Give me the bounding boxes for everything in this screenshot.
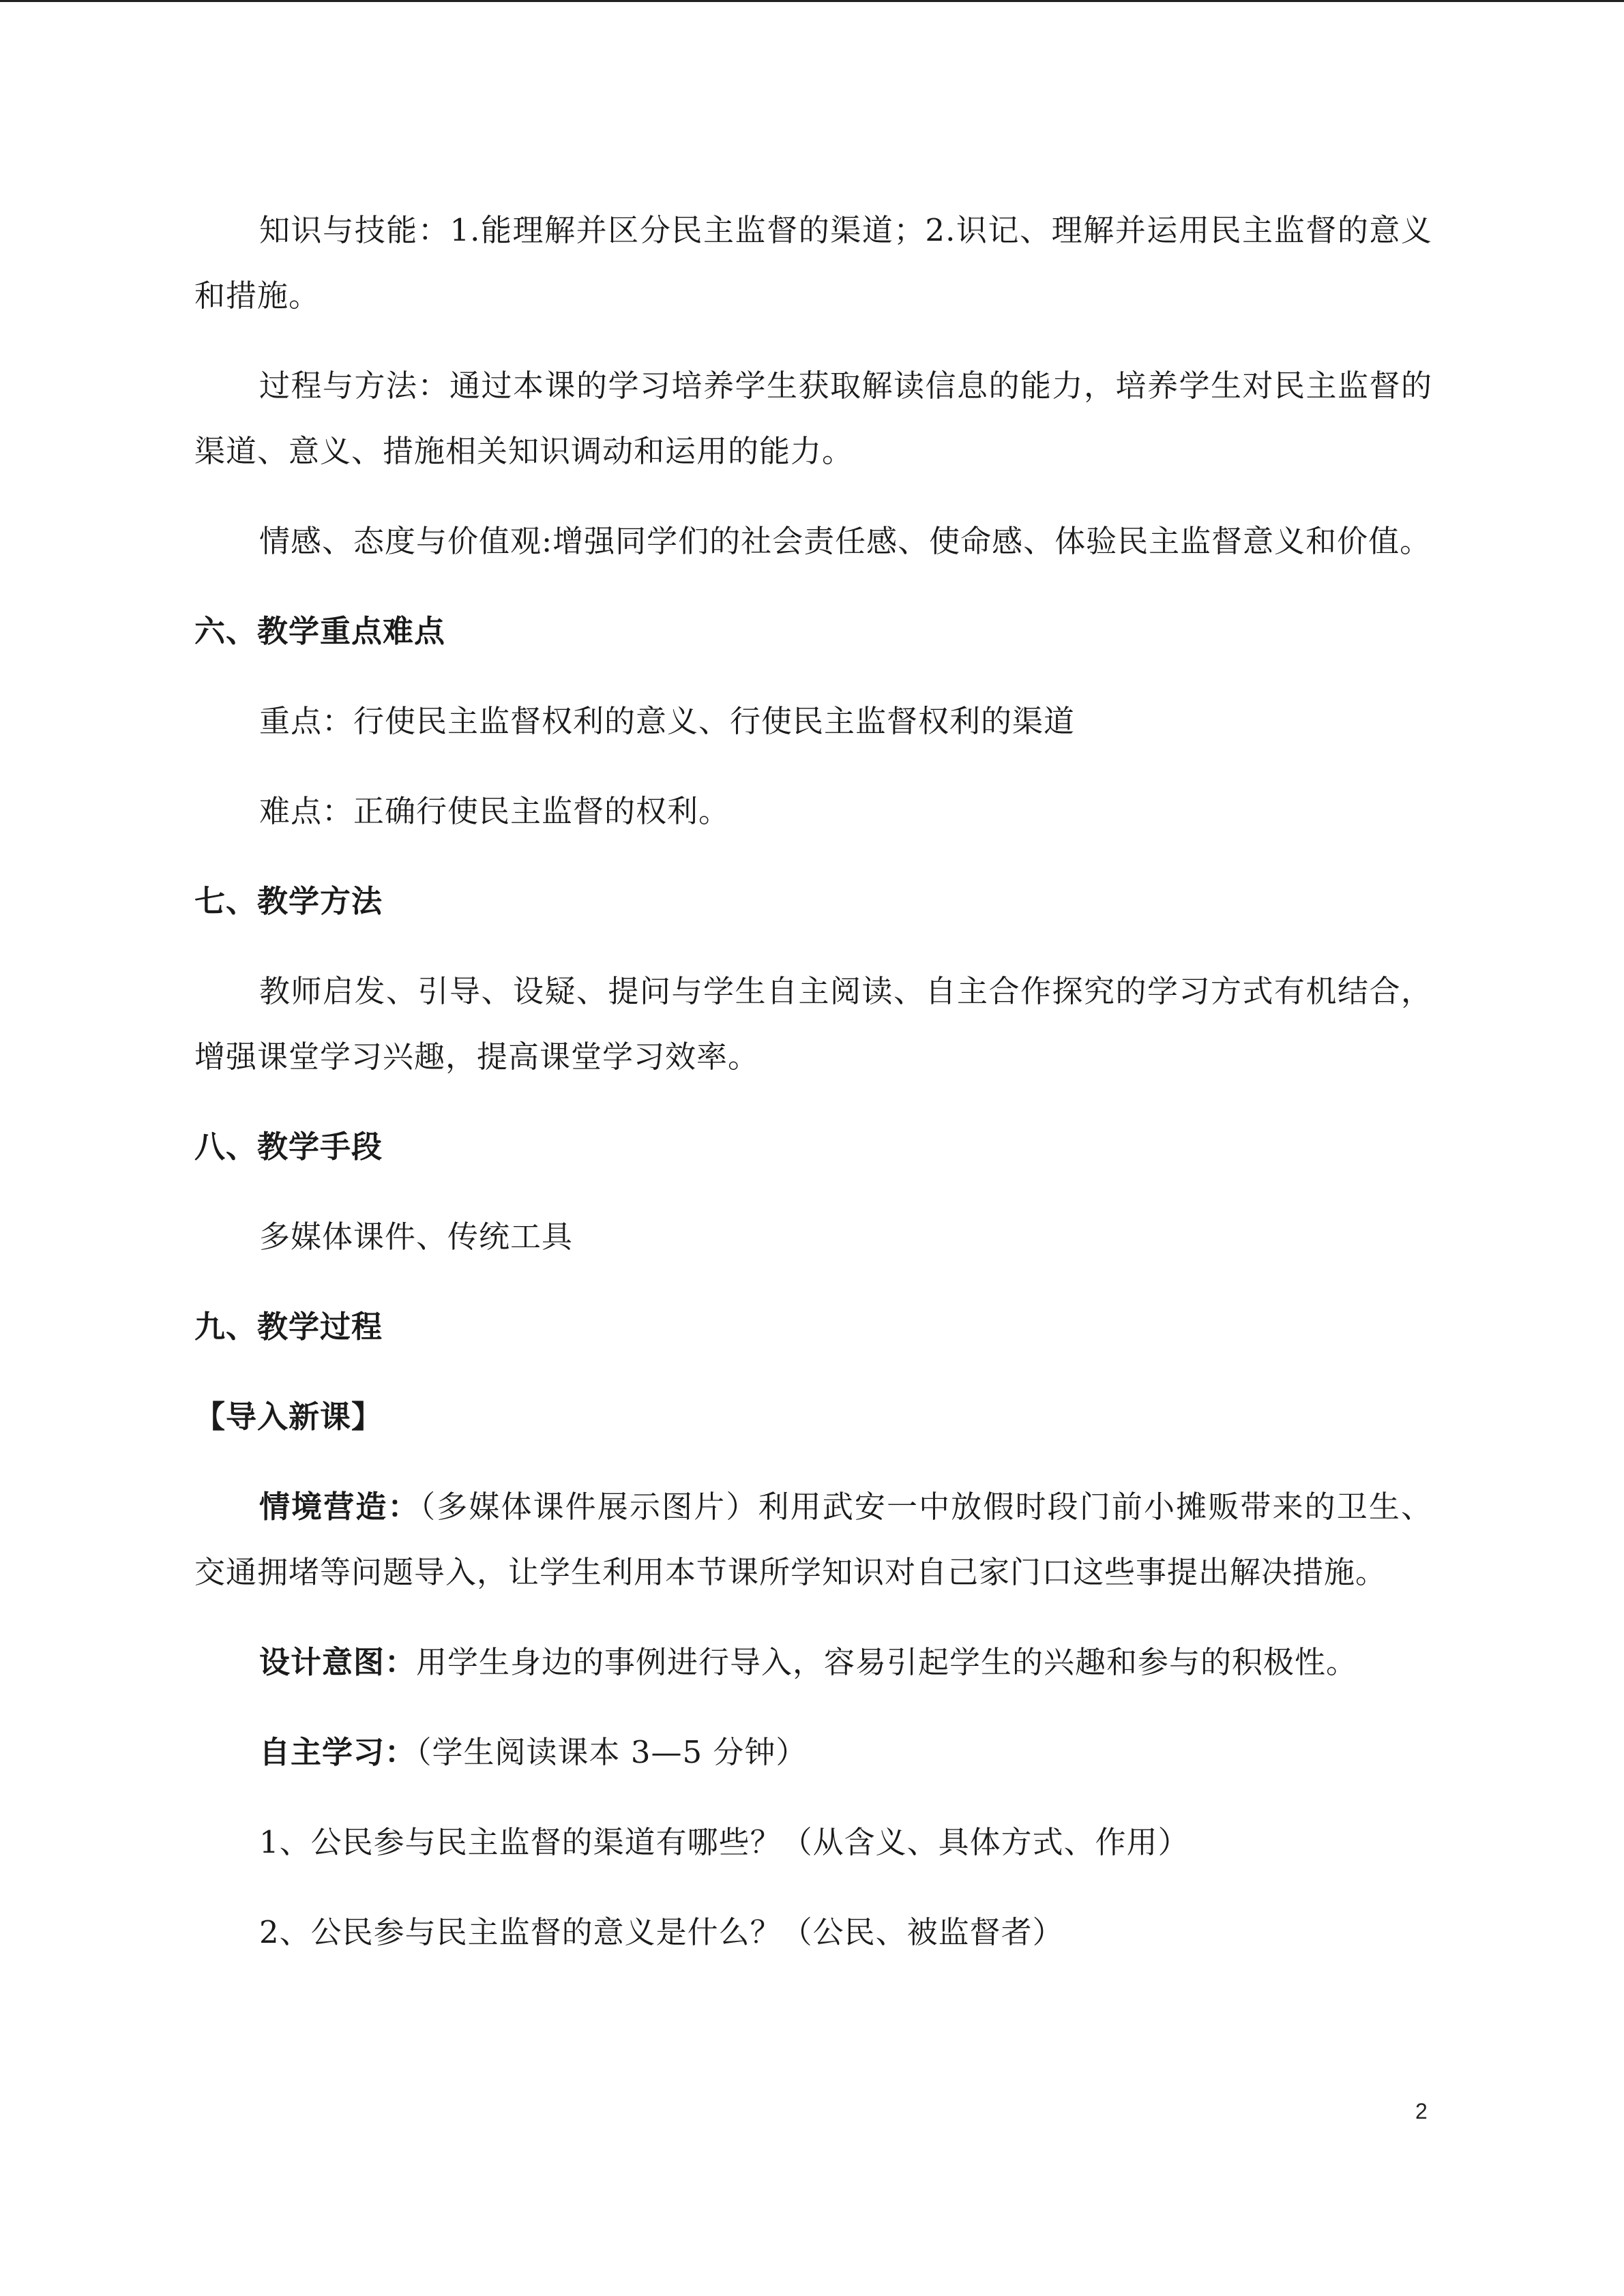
heading-intro-new-lesson: 【导入新课】 <box>194 1399 383 1435</box>
paragraph-process-methods: 过程与方法：通过本课的学习培养学生获取解读信息的能力，培养学生对民主监督的渠道、意义、措施相关知识调动和运用的能力。 <box>194 368 1432 469</box>
paragraph-difficulty: 难点：正确行使民主监督的权利。 <box>259 793 730 829</box>
design-intent-label: 设计意图： <box>259 1644 417 1680</box>
heading-section-8: 八、教学手段 <box>194 1129 383 1165</box>
heading-section-9: 九、教学过程 <box>194 1309 383 1345</box>
scenario-label: 情境营造： <box>259 1489 420 1525</box>
paragraph-teaching-methods: 教师启发、引导、设疑、提问与学生自主阅读、自主合作探究的学习方式有机结合，增强课堂学习兴趣，提高课堂学习效率。 <box>194 973 1432 1075</box>
top-border <box>0 0 1624 2</box>
paragraph-key-point: 重点：行使民主监督权利的意义、行使民主监督权利的渠道 <box>259 703 1076 739</box>
paragraph-self-study <box>194 1720 1432 1785</box>
self-study-text: （学生阅读课本 3—5 分钟） <box>416 1734 808 1770</box>
paragraph-emotion-values: 情感、态度与价值观:增强同学们的社会责任感、使命感、体验民主监督意义和价值。 <box>259 523 1432 559</box>
paragraph-teaching-tools: 多媒体课件、传统工具 <box>259 1219 574 1255</box>
paragraph-knowledge-skills: 知识与技能：1.能理解并区分民主监督的渠道；2.识记、理解并运用民主监督的意义和措施。 <box>194 212 1432 314</box>
question-item-2: 2、公民参与民主监督的意义是什么？（公民、被监督者） <box>259 1914 1064 1950</box>
heading-section-6: 六、教学重点难点 <box>194 613 446 649</box>
question-item-1: 1、公民参与民主监督的渠道有哪些？（从含义、具体方式、作用） <box>259 1824 1190 1860</box>
design-intent-text: 用学生身边的事例进行导入，容易引起学生的兴趣和参与的积极性。 <box>416 1644 1358 1680</box>
paragraph-design-intent <box>194 1630 1432 1695</box>
paragraph-scenario <box>194 1474 1432 1605</box>
heading-section-7: 七、教学方法 <box>194 883 383 919</box>
self-study-label: 自主学习： <box>259 1734 417 1770</box>
page-number: 2 <box>1415 2099 1428 2123</box>
document-body <box>194 198 1432 1990</box>
scenario-text: （多媒体课件展示图片）利用武安一中放假时段门前小摊贩带来的卫生、交通拥堵等问题导入，让学生利用本节课所学知识对自己家门口这些事提出解决措施。 <box>194 1489 1432 1590</box>
